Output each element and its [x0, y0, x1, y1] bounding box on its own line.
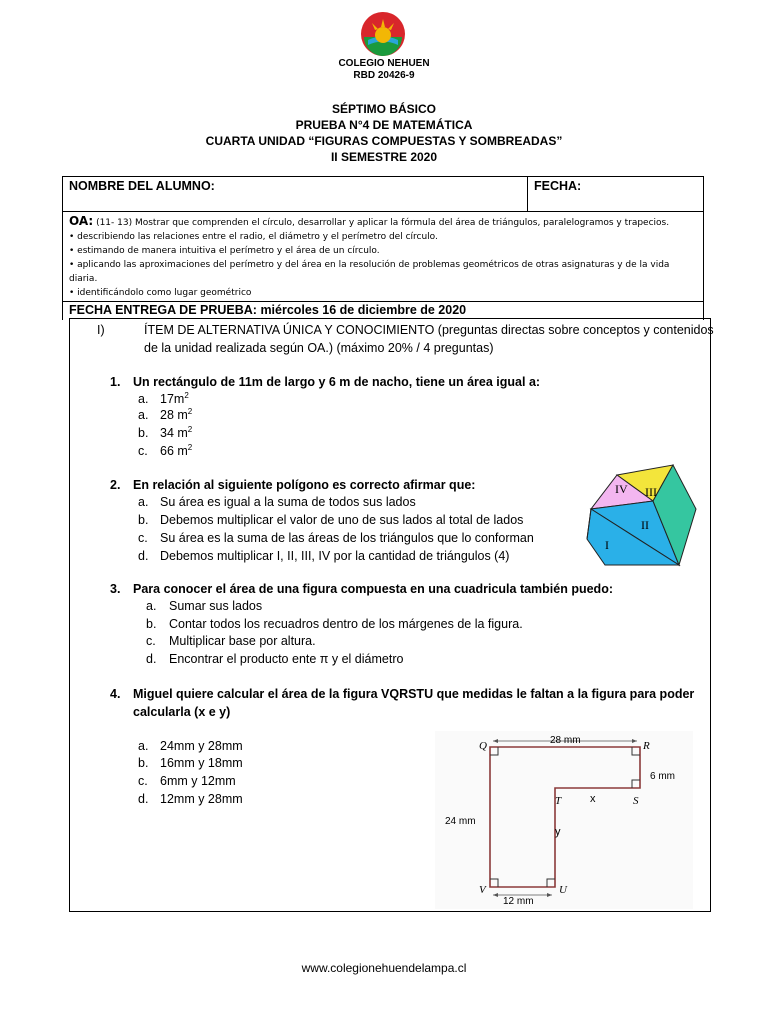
option-letter: c. [138, 531, 148, 545]
unit-title: CUARTA UNIDAD “FIGURAS COMPUESTAS Y SOMBREADAS” [205, 134, 563, 148]
footer-website: www.colegionehuendelampa.cl [301, 961, 467, 975]
oa-label: OA: [69, 214, 94, 228]
vertex-q: Q [479, 740, 487, 752]
option-text: Contar todos los recuadros dentro de los márgenes de la figura. [169, 617, 523, 631]
oa-bullet: • aplicando las aproximaciones del perímetro y del área en la resolución de problemas geométricos de otras asignaturas y de la vida [69, 260, 670, 270]
option-text: 12mm y 28mm [160, 792, 243, 806]
option-text: Su área es la suma de las áreas de los triángulos que lo conforman [160, 531, 534, 545]
oa-bullet: • estimando de manera intuitiva el perímetro y el área de un círculo. [69, 246, 380, 256]
option-text: 28 $m^2$ [160, 406, 193, 422]
section-heading: ÍTEM DE ALTERNATIVA ÚNICA Y CONOCIMIENTO (preguntas directas sobre conceptos y contenidos [144, 323, 714, 337]
option-text: Debemos multiplicar el valor de uno de sus lados al total de lados [160, 513, 524, 527]
vertex-u: U [559, 884, 567, 896]
dimension-bottom: 12 mm [503, 896, 534, 907]
option-letter: b. [138, 426, 149, 440]
l-shape-figure [435, 731, 693, 909]
question-number: 4. [110, 687, 121, 701]
student-info-row [62, 176, 704, 212]
option-letter: a. [146, 599, 157, 613]
question-number: 1. [110, 375, 121, 389]
option-text: 6mm y 12mm [160, 774, 236, 788]
option-letter: b. [138, 513, 149, 527]
option-letter: a. [138, 739, 149, 753]
question-text: En relación al siguiente polígono es correcto afirmar que: [133, 478, 476, 492]
option-text: $17m^2$ [160, 390, 189, 406]
student-name-label: NOMBRE DEL ALUMNO: [69, 179, 215, 193]
option-text: Sumar sus lados [169, 599, 263, 613]
test-title: PRUEBA N°4 DE MATEMÁTICA [295, 118, 473, 132]
school-logo [360, 11, 406, 57]
school-name: COLEGIO NEHUEN [338, 58, 430, 69]
question-text: calcularla (x e y) [133, 705, 231, 719]
grade-title: SÉPTIMO BÁSICO [331, 102, 436, 116]
option-letter: a. [138, 408, 149, 422]
option-letter: a. [138, 495, 149, 509]
date-label: FECHA: [534, 179, 582, 193]
option-letter: c. [138, 774, 148, 788]
vertex-s: S [633, 795, 639, 807]
oa-box [62, 211, 704, 302]
option-text: 34 $m^2$ [160, 424, 193, 440]
option-letter: b. [138, 756, 149, 770]
option-letter: a. [138, 392, 149, 406]
vertex-t: T [555, 795, 562, 807]
dimension-right: 6 mm [650, 771, 675, 782]
option-letter: d. [138, 792, 149, 806]
option-text: Debemos multiplicar I, II, III, IV por la cantidad de triángulos (4) [160, 549, 510, 563]
option-letter: d. [146, 652, 157, 666]
option-text: 16mm y 18mm [160, 756, 243, 770]
polygon-figure [583, 463, 699, 573]
vertex-r: R [643, 740, 650, 752]
label-i: I [605, 538, 609, 552]
option-text: Multiplicar base por altura. [169, 634, 316, 648]
unknown-x: x [590, 793, 596, 805]
option-text: Su área es igual a la suma de todos sus lados [160, 495, 416, 509]
school-rbd: RBD 20426-9 [353, 70, 415, 81]
vertex-v: V [479, 884, 486, 896]
option-letter: d. [138, 549, 149, 563]
option-letter: b. [146, 617, 157, 631]
question-text: Un rectángulo de 11m de largo y 6 m de nacho, tiene un área igual a: [133, 375, 541, 389]
oa-bullet: • identificándolo como lugar geométrico [69, 288, 252, 298]
section-number: I) [97, 323, 105, 337]
dimension-top: 28 mm [550, 735, 581, 746]
question-text: Para conocer el área de una figura compuesta en una cuadricula también puedo: [133, 582, 613, 596]
label-iv: IV [615, 482, 628, 496]
oa-bullet: • describiendo las relaciones entre el radio, el diámetro y el perímetro del círculo. [69, 232, 438, 242]
delivery-date: FECHA ENTREGA DE PRUEBA: miércoles 16 de diciembre de 2020 [69, 303, 467, 317]
option-text: Encontrar el producto ente π y el diámetro [169, 652, 404, 666]
option-text: 66 $m^2$ [160, 442, 193, 458]
question-text: Miguel quiere calcular el área de la figura VQRSTU que medidas le faltan a la figura para poder [133, 687, 695, 701]
oa-heading [69, 214, 697, 230]
option-letter: c. [146, 634, 156, 648]
question-number: 2. [110, 478, 121, 492]
option-letter: c. [138, 444, 148, 458]
label-ii: II [641, 518, 649, 532]
option-text: 24mm y 28mm [160, 739, 243, 753]
unknown-y: y [555, 826, 561, 838]
semester-title: II SEMESTRE 2020 [330, 150, 438, 164]
oa-bullet: diaria. [69, 274, 98, 284]
dimension-left: 24 mm [445, 816, 476, 827]
oa-text: (11- 13) Mostrar que comprenden el círculo, desarrollar y aplicar la fórmula del área de triángulos, paralelogramos y trapecios. [96, 218, 670, 228]
section-heading: de la unidad realizada según OA.) (máximo 20% / 4 preguntas) [144, 341, 494, 355]
label-iii: III [645, 485, 657, 499]
question-number: 3. [110, 582, 121, 596]
